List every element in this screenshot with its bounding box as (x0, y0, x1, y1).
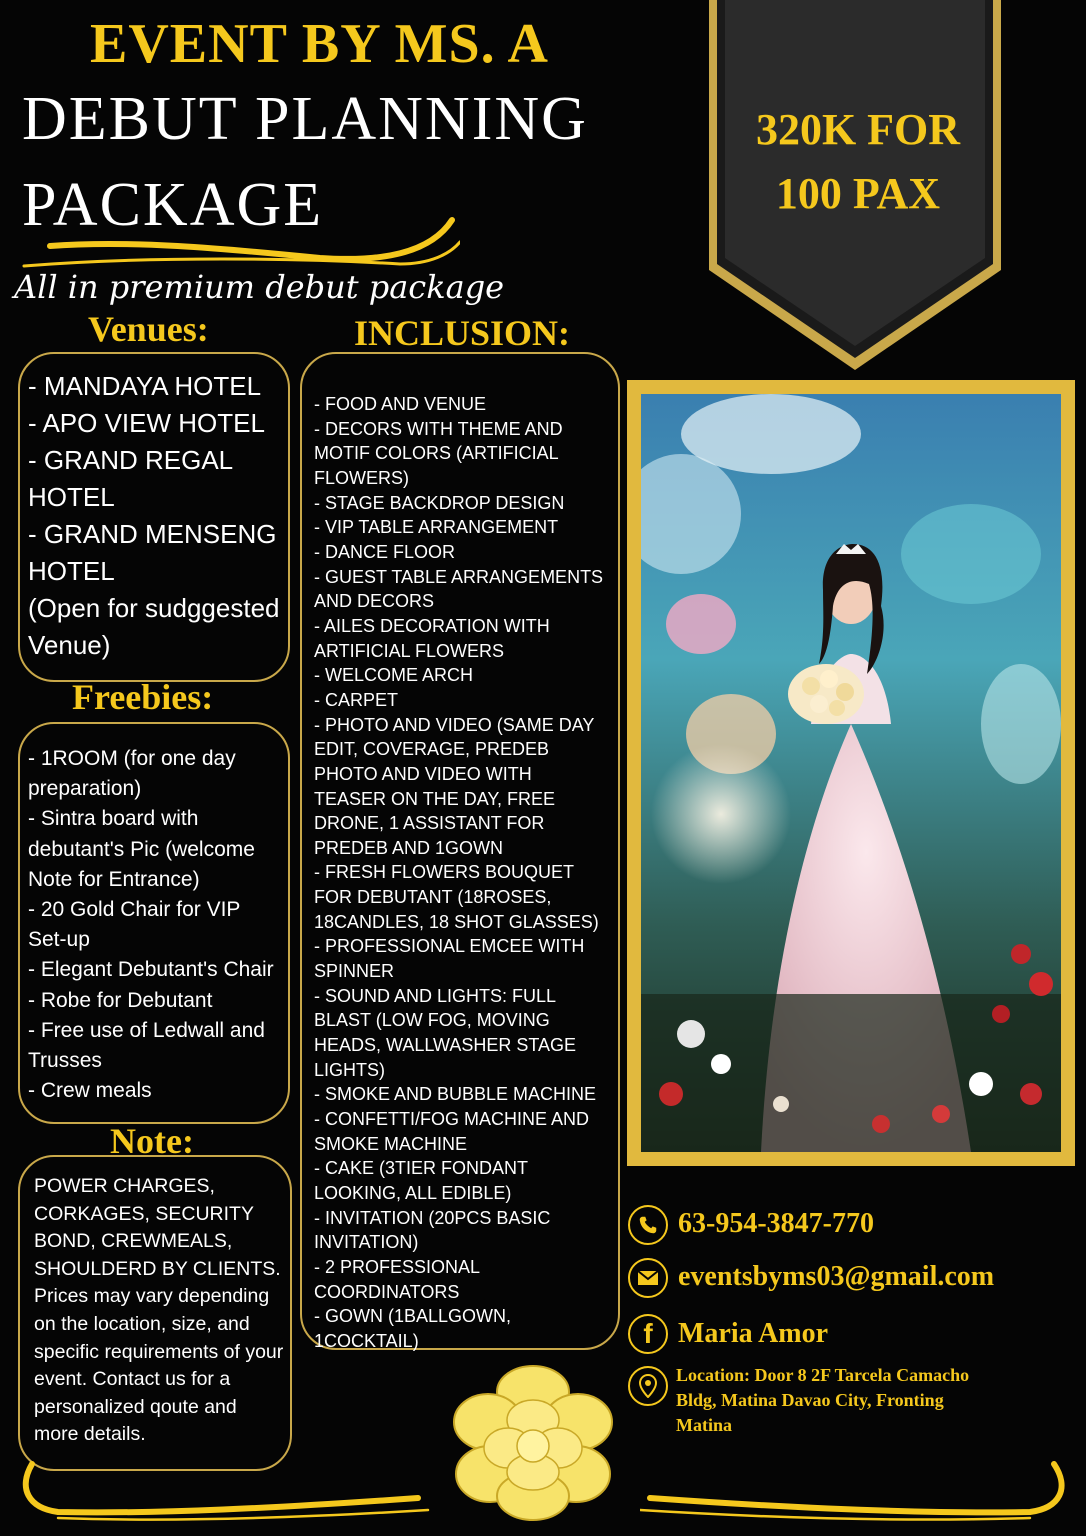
location-line: Matina (676, 1415, 732, 1435)
venue-line: - MANDAYA HOTEL (28, 371, 262, 401)
note-line: POWER CHARGES, (34, 1175, 215, 1197)
inclusion-line: - DANCE FLOOR (314, 541, 456, 562)
freebies-heading: Freebies: (72, 677, 214, 717)
freebie-line: - Elegant Debutant's Chair (28, 958, 274, 982)
brand-title: EVENT BY MS. A (90, 13, 549, 75)
location-address (676, 1363, 969, 1438)
freebie-line: Set-up (28, 928, 90, 952)
facebook-icon: f (628, 1314, 668, 1354)
inclusion-line: - AILES DECORATION WITH (314, 615, 550, 636)
freebie-line: - Robe for Debutant (28, 988, 213, 1012)
inclusion-line: COORDINATORS (314, 1281, 460, 1302)
location-line: Location: Door 8 2F Tarcela Camacho (676, 1365, 970, 1385)
package-title-line1: DEBUT PLANNING (22, 85, 588, 153)
tagline: All in premium debut package (14, 268, 505, 306)
freebie-line: - Free use of Ledwall and (28, 1018, 265, 1042)
inclusion-line: INVITATION) (314, 1232, 419, 1253)
inclusion-line: - SMOKE AND BUBBLE MACHINE (314, 1084, 597, 1105)
inclusion-line: - CAKE (3TIER FONDANT (314, 1158, 529, 1179)
inclusion-line: - WELCOME ARCH (314, 665, 474, 686)
facebook-name[interactable]: Maria Amor (678, 1318, 829, 1349)
freebie-line: - Sintra board with (28, 807, 199, 831)
note-line: more details. (34, 1423, 146, 1446)
inclusion-line: - PHOTO AND VIDEO (SAME DAY (314, 714, 595, 735)
venues-heading: Venues: (88, 309, 209, 349)
inclusion-line: - CARPET (314, 689, 399, 710)
freebie-line: Note for Entrance) (28, 867, 200, 891)
freebie-line: debutant's Pic (welcome (28, 837, 255, 861)
inclusion-line: 1COCKTAIL) (314, 1330, 419, 1351)
price-label (738, 98, 978, 226)
freebie-line: - 1ROOM (for one day (28, 747, 236, 770)
inclusion-line: - GOWN (1BALLGOWN, (314, 1306, 512, 1327)
price-pax: 100 PAX (775, 169, 941, 218)
gold-swoosh-decoration (640, 1458, 1070, 1524)
inclusion-line: EDIT, COVERAGE, PREDEB (314, 739, 550, 760)
inclusion-line: 18CANDLES, 18 SHOT GLASSES) (314, 911, 599, 932)
venue-line: - GRAND MENSENG (28, 519, 277, 549)
inclusion-line: - STAGE BACKDROP DESIGN (314, 492, 565, 513)
venue-line: Venue) (28, 630, 111, 660)
inclusion-line: AND DECORS (314, 591, 435, 612)
inclusion-line: PHOTO AND VIDEO WITH (314, 763, 532, 784)
inclusion-line: FLOWERS) (314, 467, 410, 488)
inclusion-line: - VIP TABLE ARRANGEMENT (314, 517, 559, 538)
phone-icon (628, 1205, 668, 1245)
inclusion-line: TEASER ON THE DAY, FREE (314, 788, 556, 809)
flower-icon (448, 1362, 618, 1522)
inclusion-line: DRONE, 1 ASSISTANT FOR (314, 813, 545, 834)
inclusion-line: HEADS, WALLWASHER STAGE (314, 1035, 577, 1056)
inclusion-line: BLAST (LOW FOG, MOVING (314, 1010, 550, 1031)
note-line: BOND, CREWMEALS, (34, 1230, 233, 1253)
inclusion-heading: INCLUSION: (354, 313, 571, 353)
gold-swoosh-decoration (18, 1458, 438, 1524)
venue-line: - APO VIEW HOTEL (28, 408, 265, 438)
freebie-line: Trusses (28, 1049, 102, 1073)
phone-number[interactable]: 63-954-3847-770 (678, 1208, 874, 1239)
venue-line: HOTEL (28, 556, 115, 586)
venue-line: (Open for sudggested (28, 593, 280, 623)
freebie-line: preparation) (28, 777, 142, 801)
gold-swoosh-decoration (20, 214, 460, 274)
venue-line: - GRAND REGAL (28, 445, 234, 475)
inclusion-line: - FOOD AND VENUE (314, 394, 487, 414)
inclusion-line: FOR DEBUTANT (18ROSES, (314, 887, 552, 908)
note-line: personalized qoute and (34, 1395, 237, 1418)
inclusion-line: LOOKING, ALL EDIBLE) (314, 1183, 512, 1203)
note-line: CORKAGES, SECURITY (34, 1202, 254, 1225)
inclusion-line: MOTIF COLORS (ARTIFICIAL (314, 443, 559, 464)
inclusion-line: LIGHTS) (314, 1059, 386, 1080)
inclusion-line: - FRESH FLOWERS BOUQUET (314, 862, 575, 883)
inclusion-line: SPINNER (314, 961, 395, 982)
note-heading: Note: (110, 1121, 194, 1161)
email-address[interactable]: eventsbyms03@gmail.com (678, 1261, 995, 1292)
price-amount: 320K FOR (755, 105, 961, 154)
note-line: SHOULDERD BY CLIENTS. (34, 1257, 281, 1280)
inclusion-line: ARTIFICIAL FLOWERS (314, 640, 505, 661)
inclusion-line: PREDEB AND 1GOWN (314, 837, 504, 858)
inclusion-line: - 2 PROFESSIONAL (314, 1256, 481, 1277)
email-icon (628, 1258, 668, 1298)
package-title-line2: PACKAGE (22, 171, 324, 239)
inclusion-line: - INVITATION (20PCS BASIC (314, 1207, 551, 1228)
inclusion-line: - PROFESSIONAL EMCEE WITH (314, 936, 585, 957)
location-pin-icon (628, 1366, 668, 1406)
location-line: Bldg, Matina Davao City, Fronting (676, 1390, 944, 1410)
inclusion-line: SMOKE MACHINE (314, 1133, 468, 1154)
venues-box (18, 352, 290, 682)
inclusion-line: - DECORS WITH THEME AND (314, 418, 563, 439)
note-line: event. Contact us for a (34, 1368, 231, 1391)
freebies-box (18, 722, 290, 1124)
note-box (18, 1155, 292, 1471)
inclusion-line: - SOUND AND LIGHTS: FULL (314, 985, 557, 1006)
venue-line: HOTEL (28, 482, 115, 512)
inclusion-box (300, 352, 620, 1350)
note-line: specific requirements of your (34, 1340, 284, 1363)
note-line: Prices may vary depending (34, 1285, 270, 1308)
inclusion-line: - CONFETTI/FOG MACHINE AND (314, 1109, 590, 1130)
inclusion-line: - GUEST TABLE ARRANGEMENTS (314, 566, 604, 587)
freebie-line: - Crew meals (28, 1079, 152, 1103)
note-line: on the location, size, and (34, 1312, 250, 1335)
freebie-line: - 20 Gold Chair for VIP (28, 898, 241, 922)
debutant-photo (641, 394, 1061, 1152)
